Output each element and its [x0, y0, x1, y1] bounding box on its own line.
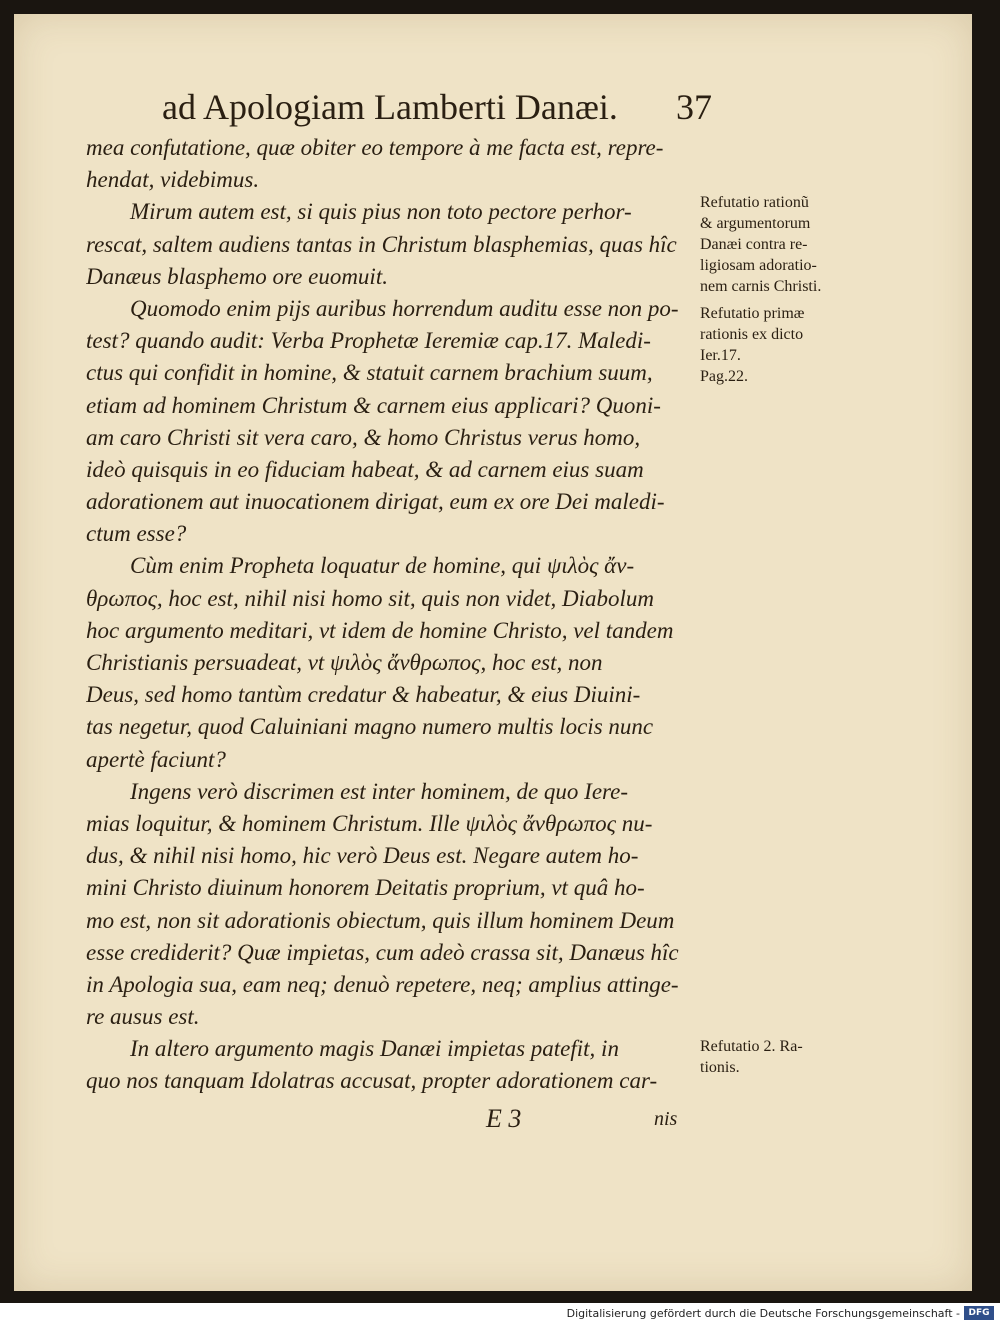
text-line: Cùm enim Propheta loquatur de homine, qui ψιλὸς ἄν- — [130, 553, 635, 579]
margin-note-line: Refutatio rationũ — [700, 194, 809, 211]
text-line: quo nos tanquam Idolatras accusat, propter adorationem car- — [86, 1068, 658, 1094]
text-line: esse crediderit? Quæ impietas, cum adeò crassa sit, Danæus hîc — [86, 939, 679, 965]
margin-note-line: Danæi contra re- — [700, 236, 808, 253]
text-line: ctus qui confidit in homine, & statuit carnem brachium suum, — [86, 360, 653, 386]
text-line: apertè faciunt? — [86, 746, 226, 772]
text-line: θρωπος, hoc est, nihil nisi homo sit, quis non videt, Diabolum — [86, 585, 654, 611]
text-line: re ausus est. — [86, 1004, 200, 1030]
text-line: test? quando audit: Verba Prophetæ Ieremiæ cap.17. Maledi- — [86, 328, 651, 354]
main-text — [86, 132, 698, 1098]
text-line: hoc argumento meditari, vt idem de homine Christo, vel tandem — [86, 617, 674, 643]
text-line: In altero argumento magis Danæi impietas patefit, in — [130, 1036, 619, 1062]
text-line: Christianis persuadeat, vt ψιλὸς ἄνθρωπος, hoc est, non — [86, 650, 603, 675]
text-line: hendat, videbimus. — [86, 167, 260, 193]
margin-note-line: Refutatio 2. Ra- — [700, 1038, 803, 1055]
text-line: etiam ad hominem Christum & carnem eius applicari? Quoni- — [86, 392, 661, 418]
running-header — [162, 86, 712, 128]
page-number: 37 — [676, 87, 712, 127]
running-title: ad Apologiam Lamberti Danæi. — [162, 87, 618, 127]
text-line: tas negetur, quod Caluiniani magno numero multis locis nunc — [86, 714, 654, 740]
margin-note-line: Pag.22. — [700, 368, 748, 385]
text-line: in Apologia sua, eam neq; denuò repetere, neq; amplius attinge- — [86, 971, 679, 997]
margin-note-line: & argumentorum — [700, 215, 811, 232]
text-line: mo est, non sit adorationis obiectum, quis illum hominem Deum — [86, 907, 675, 933]
text-line: Danæus blasphemo ore euomuit. — [86, 263, 388, 289]
margin-note-line: Ier.17. — [700, 347, 741, 364]
margin-note-line: tionis. — [700, 1059, 740, 1076]
text-line: ideò quisquis in eo fiduciam habeat, & ad carnem eius suam — [86, 456, 644, 482]
text-line: mias loquitur, & hominem Christum. Ille ψιλὸς ἄνθρωπος nu- — [86, 810, 653, 836]
dfg-logo-icon: DFG — [964, 1306, 994, 1320]
text-line: Deus, sed homo tantùm credatur & habeatur, & eius Diuini- — [86, 682, 641, 708]
text-line: mini Christo diuinum honorem Deitatis proprium, vt quâ ho- — [86, 875, 645, 901]
text-line: mea confutatione, quæ obiter eo tempore à me facta est, repre- — [86, 135, 664, 160]
footer-credit: Digitalisierung gefördert durch die Deutsche Forschungsgemeinschaft - — [566, 1307, 960, 1320]
margin-note-refutatio-rationum — [700, 192, 875, 387]
margin-note-line: Refutatio primæ — [700, 305, 805, 322]
book-page — [14, 14, 972, 1291]
catchword: nis — [654, 1108, 678, 1130]
margin-note-line: rationis ex dicto — [700, 326, 804, 343]
text-line: adorationem aut inuocationem dirigat, eum ex ore Dei maledi- — [86, 489, 665, 515]
text-line: rescat, saltem audiens tantas in Christum blasphemias, quas hîc — [86, 231, 677, 257]
text-line: Mirum autem est, si quis pius non toto pectore perhor- — [130, 199, 632, 225]
signature-mark: E 3 — [486, 1104, 522, 1133]
margin-note-line: ligiosam adoratio- — [700, 257, 817, 274]
digitization-footer — [0, 1303, 1000, 1325]
text-line: dus, & nihil nisi homo, hic verò Deus est. Negare autem ho- — [86, 843, 639, 869]
margin-note-refutatio-2 — [700, 1036, 875, 1078]
text-line: Quomodo enim pijs auribus horrendum auditu esse non po- — [130, 295, 679, 321]
text-line: ctum esse? — [86, 521, 187, 547]
margin-note-line: nem carnis Christi. — [700, 278, 822, 295]
text-line: Ingens verò discrimen est inter hominem, de quo Iere- — [130, 778, 628, 804]
text-line: am caro Christi sit vera caro, & homo Christus verus homo, — [86, 424, 641, 450]
